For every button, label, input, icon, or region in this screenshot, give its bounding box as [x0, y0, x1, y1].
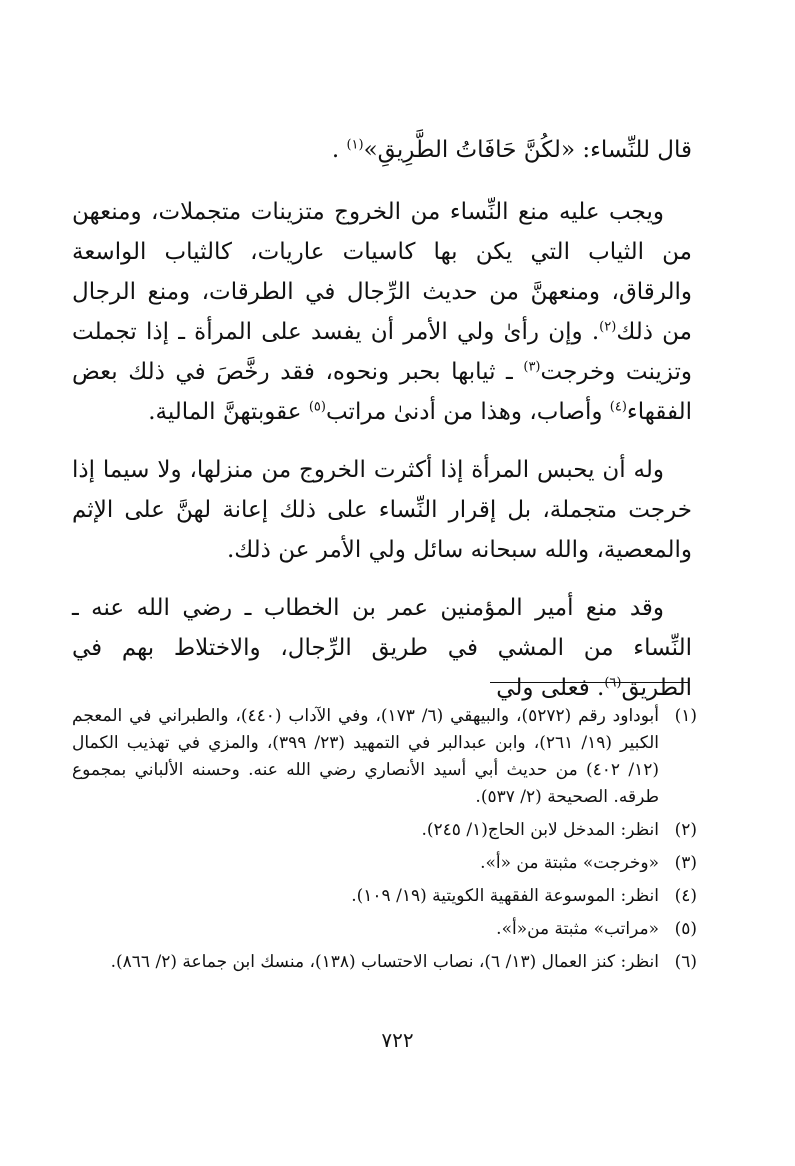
- footnote-text: انظر: المدخل لابن الحاج(١/ ٢٤٥).: [421, 820, 659, 840]
- footnote-number: (٥): [674, 919, 697, 939]
- footnote: [72, 703, 697, 811]
- paragraph-1: قال للنِّساء: «لكُنَّ حَافَاتُ الطَّرِيقِ»$^{(١)}$ .: [331, 137, 692, 163]
- footnote: [72, 850, 697, 877]
- footnote: [72, 883, 697, 910]
- footnote: [72, 916, 697, 943]
- footnote-ref-4: (٤): [609, 399, 627, 415]
- footnote-number: (١): [674, 706, 697, 726]
- footnote-text: أبوداود رقم (٥٢٧٢)، والبيهقي (٦/ ١٧٣)، وفي الآداب (٤٤٠)، والطبراني في المعجم الكبير (١٩/ ٢٦١)، وابن عبدالبر في التمهيد (٢٣/ ٣٩٩)، والمزي في تهذيب الكمال (١٢/ ٤٠٢) من حديث أبي أسيد الأنصاري رضي الله عنه. وحسنه الألباني بمجموع طرقه. الصحيحة (٢/ ٥٣٧).: [72, 706, 659, 807]
- paragraph-4: وقد منع أمير المؤمنين عمر بن الخطاب ـ رضي الله عنه ـ النِّساء من المشي في طريق الرِّجال، والاختلاط بهم في الطريق$^{(٦)}$. فعلى ولي: [72, 595, 692, 701]
- footnote-number: (٦): [674, 952, 697, 972]
- paragraph-3: وله أن يحبس المرأة إذا أكثرت الخروج من منزلها، ولا سيما إذا خرجت متجملة، بل إقرار النِّساء على ذلك إعانة لهنَّ على الإثم والمعصية، والله سبحانه سائل ولي الأمر عن ذلك.: [72, 457, 692, 563]
- footnote-text: انظر: الموسوعة الفقهية الكويتية (١٩/ ١٠٩).: [351, 886, 659, 906]
- footnote: [72, 949, 697, 976]
- footnote-text: «مراتب» مثبتة من«أ».: [496, 919, 659, 939]
- footnote-ref-1: (١): [346, 137, 364, 153]
- footnote-ref-6: (٦): [604, 675, 622, 691]
- paragraph-2: ويجب عليه منع النِّساء من الخروج متزينات متجملات، ومنعهن من الثياب التي يكن بها كاسيات عاريات، كالثياب الواسعة والرقاق، ومنعهنَّ من حديث الرِّجال في الطرقات، ومنع الرجال من ذلك$^{(٢)}$. وإن رأىٰ ولي الأمر أن يفسد على المرأة ـ إذا تجملت وتزينت وخرجت$^{(٣)}$ ـ ثيابها بحبر ونحوه، فقد رخَّصَ في ذلك بعض الفقهاء$^{(٤)}$ وأصاب، وهذا من أدنىٰ مراتب$^{(٥)}$ عقوبتهنَّ المالية.: [72, 199, 692, 425]
- footnote-ref-3: (٣): [523, 359, 541, 375]
- footnote-number: (٤): [674, 886, 697, 906]
- footnote-ref-2: (٢): [599, 319, 617, 335]
- footnote-text: «وخرجت» مثبتة من «أ».: [480, 853, 659, 873]
- footnote-separator: [490, 682, 688, 683]
- footnotes: [72, 703, 697, 982]
- footnote: [72, 817, 697, 844]
- footnote-text: انظر: كنز العمال (١٣/ ٦)، نصاب الاحتساب (١٣٨)، منسك ابن جماعة (٢/ ٨٦٦).: [110, 952, 659, 972]
- main-text: [72, 130, 692, 726]
- page-number: ٧٢٢: [381, 1028, 414, 1052]
- footnote-number: (٢): [674, 820, 697, 840]
- footnote-number: (٣): [674, 853, 697, 873]
- footnote-ref-5: (٥): [308, 399, 326, 415]
